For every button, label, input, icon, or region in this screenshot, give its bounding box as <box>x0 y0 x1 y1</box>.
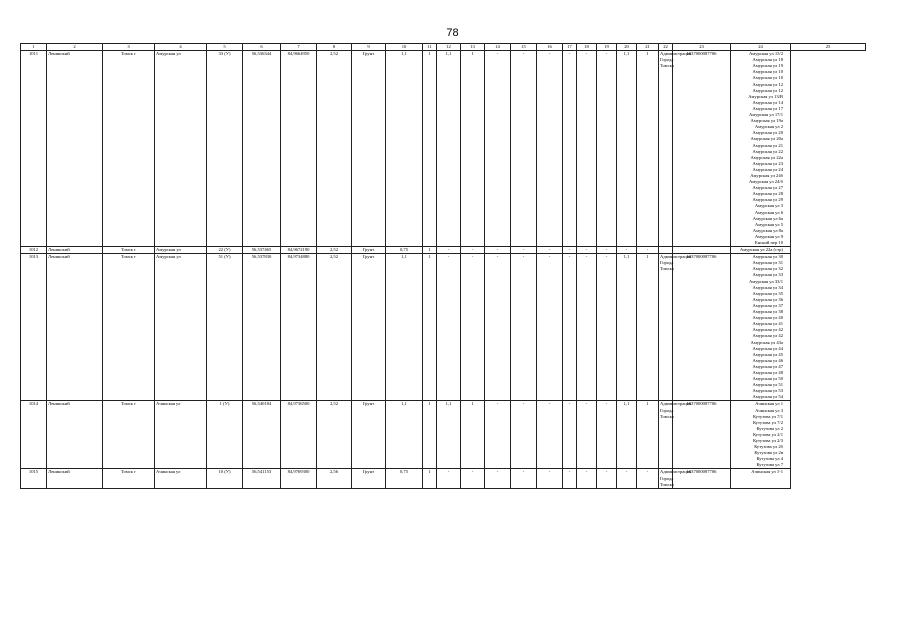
address-line: Амурская ул 18 <box>752 57 783 63</box>
value-cell: 1 <box>423 469 437 488</box>
address-line: Амурская ул 12 <box>752 81 783 87</box>
address-line: Амурская ул 46 <box>752 357 783 363</box>
value-cell: 0,75 <box>386 469 423 488</box>
district: Ленинский <box>47 401 103 469</box>
value-cell: - <box>485 51 511 247</box>
surface-type: Грунт <box>352 401 386 469</box>
value-cell: - <box>577 51 597 247</box>
address-line: Амурская ул 13/В <box>748 93 783 99</box>
row-number: 1013 <box>21 254 47 401</box>
district: Ленинский <box>47 51 103 247</box>
address-line: Амурская ул 28 <box>752 191 783 197</box>
address-line: Амурская ул 21 <box>752 142 783 148</box>
street: Амурская ул <box>155 51 207 247</box>
value-cell: 1,1 <box>437 401 461 469</box>
address-line: Амурская ул 9 <box>754 233 783 239</box>
address-line: Кутузова ул 7 <box>756 462 783 468</box>
address-line: Амурская ул 27 <box>752 185 783 191</box>
value-cell: - <box>563 401 577 469</box>
value-cell: - <box>511 401 537 469</box>
value-cell: 0,75 <box>386 247 423 254</box>
column-header: 19 <box>597 44 617 51</box>
address-line: Амурская ул 37 <box>752 302 783 308</box>
column-header: 24 <box>731 44 791 51</box>
ogrn-number <box>673 247 731 254</box>
column-header: 6 <box>243 44 281 51</box>
address-line: Амурская ул 24 <box>752 166 783 172</box>
value-cell: - <box>637 469 659 488</box>
latitude: 56,537465 <box>243 247 281 254</box>
column-header: 13 <box>461 44 485 51</box>
area: 2,52 <box>317 247 352 254</box>
address-line: Амурская ул 22 <box>752 148 783 154</box>
longitude: 84,9736500 <box>281 401 317 469</box>
address-line: Кутузова ул 7/1 <box>752 413 783 419</box>
address-line: Кутузова ул 7/2 <box>752 419 783 425</box>
address-line: Амурская ул 17/1 <box>748 112 783 118</box>
city: Томск г <box>103 469 155 488</box>
address-line: Амурская ул 40 <box>752 315 783 321</box>
value-cell: - <box>563 254 577 401</box>
value-cell: 1 <box>461 51 485 247</box>
address-line: Амурская ул 19 <box>752 63 783 69</box>
value-cell: - <box>577 247 597 254</box>
value-cell: - <box>577 401 597 469</box>
address-line: Кутузова ул 2б <box>754 444 783 450</box>
address-line: Кутузова ул 2/1 <box>752 431 783 437</box>
address-line: Енский пер 10 <box>754 240 783 245</box>
value-cell: - <box>537 51 563 247</box>
longitude: 84,9769300 <box>281 469 317 488</box>
value-cell: 1,1 <box>617 51 637 247</box>
value-cell: - <box>461 254 485 401</box>
address-line: Амурская ул 19а <box>750 118 783 124</box>
city: Томск г <box>103 254 155 401</box>
owner-name: Администрация Города Томска <box>659 254 673 401</box>
column-header: 1 <box>21 44 47 51</box>
address-line: Амурская ул 14 <box>752 99 783 105</box>
table-row <box>21 254 866 401</box>
value-cell: - <box>537 254 563 401</box>
row-number: 1015 <box>21 469 47 488</box>
served-addresses <box>731 401 791 469</box>
row-number: 1011 <box>21 51 47 247</box>
latitude: 56,536344 <box>243 51 281 247</box>
address-line: Кутузова ул 2/3 <box>752 438 783 443</box>
city: Томск г <box>103 401 155 469</box>
column-header: 5 <box>207 44 243 51</box>
value-cell: 1 <box>637 401 659 469</box>
address-line: Амурская ул 42 <box>752 333 783 339</box>
value-cell: - <box>563 247 577 254</box>
value-cell: - <box>437 469 461 488</box>
address-line: Амурская ул 22а <box>750 154 783 160</box>
district: Ленинский <box>47 254 103 401</box>
value-cell: - <box>511 51 537 247</box>
column-header: 15 <box>511 44 537 51</box>
value-cell: 1,1 <box>386 51 423 247</box>
area: 2,52 <box>317 51 352 247</box>
value-cell: 1,1 <box>617 254 637 401</box>
value-cell: - <box>461 247 485 254</box>
value-cell: - <box>537 247 563 254</box>
value-cell: 1,1 <box>386 254 423 401</box>
address-line: Амурская ул 50 <box>752 376 783 382</box>
value-cell: - <box>537 469 563 488</box>
address-line: Амурская ул 48 <box>752 369 783 375</box>
address-line: Амурская ул 35 <box>752 290 783 296</box>
value-cell: - <box>485 401 511 469</box>
address-line: Амурская ул 41 <box>752 321 783 327</box>
street: Амурская ул <box>155 254 207 401</box>
ogrn-number: 1037000087706 <box>673 401 731 469</box>
address-line: Ачинская ул 1 <box>755 401 783 407</box>
address-line: Амурская ул 32 <box>752 266 783 272</box>
address-line: Амурская ул 54 <box>752 394 783 400</box>
city: Томск г <box>103 247 155 254</box>
registry-table-container <box>20 43 862 489</box>
value-cell: - <box>485 254 511 401</box>
value-cell: 1,1 <box>617 401 637 469</box>
address-line: Амурская ул 22а (стр) <box>739 247 783 253</box>
address-line: Кутузова ул 4 <box>756 456 783 462</box>
address-line: Амурская ул 6 <box>754 209 783 215</box>
street: Ачинская ул <box>155 469 207 488</box>
longitude: 84,9664950 <box>281 51 317 247</box>
served-addresses <box>731 247 791 254</box>
value-cell: - <box>637 247 659 254</box>
address-line: Амурская ул 42 <box>752 327 783 333</box>
street: Амурская ул <box>155 247 207 254</box>
column-header: 22 <box>659 44 673 51</box>
address-line: Амурская ул 23 <box>752 160 783 166</box>
ogrn-number: 1037000087706 <box>673 254 731 401</box>
house-number: 51 (У) <box>207 254 243 401</box>
value-cell: - <box>597 401 617 469</box>
value-cell: 1 <box>637 254 659 401</box>
latitude: 56,541153 <box>243 469 281 488</box>
column-header: 21 <box>637 44 659 51</box>
address-line: Амурская ул 45 <box>752 351 783 357</box>
value-cell: - <box>537 401 563 469</box>
value-cell: 1 <box>637 51 659 247</box>
address-line: Амурская ул 24б <box>750 172 783 178</box>
column-header: 7 <box>281 44 317 51</box>
value-cell: - <box>511 254 537 401</box>
address-line: Амурская ул 30 <box>752 254 783 260</box>
owner-name: Администрация Города Томска <box>659 401 673 469</box>
address-line: Амурская ул 31 <box>752 260 783 266</box>
value-cell: 1 <box>423 401 437 469</box>
address-line: Амурская ул 29 <box>752 197 783 203</box>
address-line: Амурская ул 20 <box>752 130 783 136</box>
column-header: 23 <box>673 44 731 51</box>
column-header: 9 <box>352 44 386 51</box>
address-line: Амурская ул 15/2 <box>748 51 783 57</box>
column-header: 17 <box>563 44 577 51</box>
column-header: 25 <box>791 44 866 51</box>
address-line: Кутузова ул 2в <box>754 450 783 456</box>
column-header: 4 <box>155 44 207 51</box>
address-line: Амурская ул 36 <box>752 296 783 302</box>
ogrn-number: 1037000087706 <box>673 51 731 247</box>
address-line: Амурская ул 47 <box>752 363 783 369</box>
area: 2,52 <box>317 401 352 469</box>
registry-table-body <box>21 44 866 489</box>
address-line: Амурская ул 43а <box>750 339 783 345</box>
column-header: 12 <box>437 44 461 51</box>
address-line: Амурская ул 38 <box>752 309 783 315</box>
owner-name: Администрация Города Томска <box>660 469 692 487</box>
header-row <box>21 44 866 51</box>
address-line: Амурская ул 8а <box>752 227 783 233</box>
table-row <box>21 401 866 469</box>
owner-name: Администрация Города Томска <box>659 51 673 247</box>
value-cell: 1 <box>423 254 437 401</box>
house-number: 10 (У) <box>207 469 243 488</box>
served-addresses <box>731 51 791 247</box>
city: Томск г <box>103 51 155 247</box>
house-number: 33 (У) <box>207 51 243 247</box>
row-number: 1014 <box>21 401 47 469</box>
area: 2,52 <box>317 254 352 401</box>
value-cell: - <box>511 247 537 254</box>
latitude: 56,537830 <box>243 254 281 401</box>
row-number: 1012 <box>21 247 47 254</box>
surface-type: Грунт <box>352 51 386 247</box>
address-line: Амурская ул 20а <box>750 136 783 142</box>
value-cell: - <box>563 51 577 247</box>
address-line: Кутузова ул 2 <box>756 425 783 431</box>
value-cell: - <box>597 247 617 254</box>
value-cell: - <box>597 254 617 401</box>
address-line: Амурская ул 33/1 <box>748 278 783 284</box>
column-header: 10 <box>386 44 423 51</box>
address-line: Амурская ул 2 <box>754 124 783 130</box>
value-cell: - <box>563 469 577 488</box>
table-row <box>21 247 866 254</box>
value-cell: - <box>437 247 461 254</box>
column-header: 16 <box>537 44 563 51</box>
value-cell: 1 <box>423 51 437 247</box>
address-line: Амурская ул 33 <box>752 272 783 278</box>
address-line: Амурская ул 12 <box>752 87 783 93</box>
value-cell: - <box>461 469 485 488</box>
district: Ленинский <box>47 469 103 488</box>
ogrn-number: 1037000087706 <box>673 469 731 488</box>
value-cell: - <box>577 469 597 488</box>
address-line: Амурская ул 44 <box>752 345 783 351</box>
address-line: Амурская ул 53 <box>752 388 783 394</box>
column-header: 11 <box>423 44 437 51</box>
longitude: 84,9734880 <box>281 254 317 401</box>
address-line: Ачинская ул 1-1 <box>751 469 783 475</box>
page-number: 78 <box>446 27 459 39</box>
value-cell: - <box>437 254 461 401</box>
column-header: 3 <box>103 44 155 51</box>
value-cell: - <box>597 469 617 488</box>
address-line: Амурская ул 6а <box>752 215 783 221</box>
address-line: Амурская ул 3 <box>754 203 783 209</box>
house-number: 22 (У) <box>207 247 243 254</box>
table-row <box>21 51 866 247</box>
surface-type: Грунт <box>352 247 386 254</box>
table-row <box>21 469 866 488</box>
longitude: 84,9672190 <box>281 247 317 254</box>
address-line: Амурская ул 24/б <box>748 179 783 185</box>
latitude: 56,540184 <box>243 401 281 469</box>
value-cell: - <box>485 469 511 488</box>
column-header: 20 <box>617 44 637 51</box>
value-cell: - <box>577 254 597 401</box>
address-line: Амурская ул 10 <box>752 75 783 81</box>
column-header: 2 <box>47 44 103 51</box>
district: Ленинский <box>47 247 103 254</box>
column-header: 18 <box>577 44 597 51</box>
value-cell: - <box>511 469 537 488</box>
address-line: Амурская ул 5 <box>754 221 783 227</box>
column-header: 8 <box>317 44 352 51</box>
value-cell: - <box>617 247 637 254</box>
area: 2,56 <box>317 469 352 488</box>
served-addresses <box>731 254 791 401</box>
surface-type: Грунт <box>352 254 386 401</box>
value-cell: - <box>617 469 637 488</box>
street: Ачинская ул <box>155 401 207 469</box>
column-header: 14 <box>485 44 511 51</box>
registry-table <box>20 43 866 489</box>
served-addresses <box>731 469 791 488</box>
surface-type: Грунт <box>352 469 386 488</box>
address-line: Ачинская ул 3 <box>755 407 783 413</box>
value-cell: 1 <box>423 247 437 254</box>
value-cell: 1,1 <box>437 51 461 247</box>
address-line: Амурская ул 51 <box>752 382 783 388</box>
address-line: Амурская ул 34 <box>752 284 783 290</box>
value-cell: 1,1 <box>386 401 423 469</box>
house-number: 1 (У) <box>207 401 243 469</box>
owner-name <box>659 247 673 254</box>
value-cell: - <box>485 247 511 254</box>
address-line: Амурская ул 10 <box>752 69 783 75</box>
value-cell: 1 <box>461 401 485 469</box>
address-line: Амурская ул 17 <box>752 105 783 111</box>
value-cell: - <box>597 51 617 247</box>
